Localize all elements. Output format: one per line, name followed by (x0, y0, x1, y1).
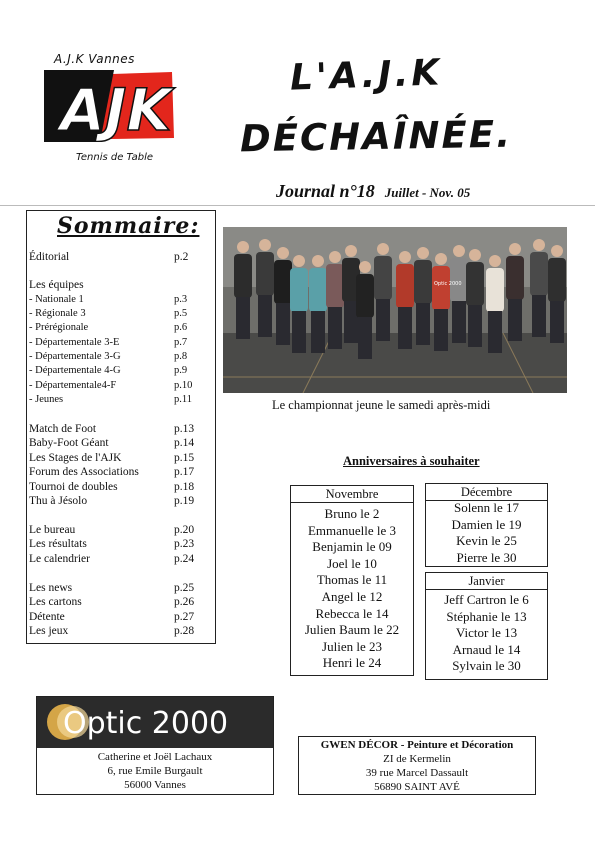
toc-label: - Départementale 4-G (29, 365, 121, 376)
person-legs (434, 309, 448, 351)
toc-page-number: p.10 (174, 380, 193, 391)
birthday-entry: Damien le 19 (451, 516, 522, 532)
toc-label: - Départementale 3-E (29, 337, 120, 348)
logo-top-text: A.J.K Vannes (54, 52, 135, 66)
person-head (469, 249, 481, 261)
birthdays-title: Anniversaires à souhaiter (343, 454, 480, 468)
logo-letters: AJK (60, 76, 172, 142)
birthday-entry: Rebecca le 14 (315, 605, 389, 621)
person-body (256, 252, 274, 296)
toc-label: Le bureau (29, 524, 76, 536)
toc-label: - Jeunes (29, 394, 64, 405)
toc-label: Les news (29, 582, 73, 594)
toc-label: Les équipes (29, 279, 84, 291)
journal-issue (276, 181, 470, 202)
person-legs (488, 311, 502, 353)
person-body (290, 268, 308, 312)
person-body (506, 256, 524, 300)
toc-label: Baby-Foot Géant (29, 437, 109, 449)
toc-label: Match de Foot (29, 423, 97, 435)
toc-page-number: p.6 (174, 322, 188, 333)
person-head (453, 245, 465, 257)
toc-label: Les Stages de l'AJK (29, 452, 122, 464)
toc-page-number: p.25 (174, 582, 195, 594)
person-legs (258, 295, 272, 337)
team-photo (223, 227, 567, 393)
birthday-entry: Joel le 10 (327, 555, 377, 571)
person-head (489, 255, 501, 267)
person-head (399, 251, 411, 263)
birthday-entry: Pierre le 30 (456, 549, 517, 565)
toc-label: - Nationale 1 (29, 294, 84, 305)
toc-page-number: p.7 (174, 337, 188, 348)
journal-date: Juillet - Nov. 05 (384, 185, 471, 200)
toc-label: Les résultats (29, 538, 87, 550)
toc-page-number: p.24 (174, 553, 195, 565)
toc-page-number: p.20 (174, 524, 195, 536)
person-legs (468, 305, 482, 347)
birthdays-january-box (425, 572, 548, 680)
person-legs (292, 311, 306, 353)
person-legs (452, 301, 466, 343)
person-legs (311, 311, 325, 353)
person-head (417, 247, 429, 259)
toc-label: - Prérégionale (29, 322, 89, 333)
person-body (309, 268, 327, 312)
toc-label: Éditorial (29, 251, 70, 263)
person-head (435, 253, 447, 265)
optic-address (37, 750, 273, 792)
newsletter-title-line2: DÉCHAÎNÉE. (239, 112, 513, 161)
person-body (466, 262, 484, 306)
person-legs (376, 299, 390, 341)
toc-page-number: p.26 (174, 596, 195, 608)
journal-number: Journal n°18 (276, 181, 375, 201)
person-legs (358, 317, 372, 359)
birthdays-december-list (426, 500, 547, 566)
person-head (237, 241, 249, 253)
person-body (396, 264, 414, 308)
toc-page-number: p.15 (174, 452, 195, 464)
person-body (274, 260, 292, 304)
birthday-entry: Stéphanie le 13 (446, 608, 527, 624)
person-head (312, 255, 324, 267)
birthday-entry: Henri le 24 (322, 655, 382, 671)
person-body (486, 268, 504, 312)
birthdays-december-box (425, 483, 548, 567)
toc-label: Tournoi de doubles (29, 481, 118, 493)
address-line: Catherine et Joël Lachaux (97, 751, 213, 763)
toc-label: - Départementale4-F (29, 380, 117, 391)
toc-page-number: p.18 (174, 481, 195, 493)
birthday-entry: Kevin le 25 (456, 533, 517, 549)
toc-page-number: p.11 (174, 394, 192, 405)
toc-label: Détente (29, 611, 65, 623)
optic-2000-logo (37, 697, 273, 748)
toc-page-number: p.13 (174, 423, 195, 435)
gwen-decor-ad (298, 736, 536, 795)
toc-label: Le calendrier (29, 553, 90, 565)
birthday-entry: Benjamin le 09 (312, 539, 392, 555)
gwen-decor-address (299, 752, 535, 794)
team-photo-image (223, 227, 567, 393)
birthday-entry: Thomas le 11 (316, 572, 388, 588)
toc-page-number: p.19 (174, 495, 195, 507)
table-of-contents (26, 210, 216, 644)
person-head (259, 239, 271, 251)
address-line: 56890 SAINT AVÉ (374, 781, 460, 793)
birthday-entry: Julien le 23 (322, 638, 382, 654)
person-legs (532, 295, 546, 337)
toc-label: Les cartons (29, 596, 82, 608)
birthday-entry: Julien Baum le 22 (304, 622, 400, 638)
person-head (551, 245, 563, 257)
person-legs (236, 297, 250, 339)
optic-2000-ad (36, 696, 274, 795)
toc-page-number: p.17 (174, 466, 195, 478)
person-legs (550, 301, 564, 343)
person-legs (416, 303, 430, 345)
person-body (548, 258, 566, 302)
person-legs (328, 307, 342, 349)
person-legs (398, 307, 412, 349)
person-body (450, 258, 468, 302)
person-head (359, 261, 371, 273)
toc-title: Sommaire: (57, 213, 200, 239)
person-body (432, 266, 450, 310)
newsletter-title-line1: L'A.J.K (289, 52, 443, 99)
header-divider (0, 205, 595, 206)
ajk-logo-graphic (44, 70, 178, 142)
person-body (414, 260, 432, 304)
birthdays-january-list (426, 592, 547, 675)
toc-label: Les jeux (29, 625, 69, 637)
club-logo (36, 48, 184, 176)
toc-page-number: p.14 (174, 437, 195, 449)
toc-page-number: p.23 (174, 538, 195, 550)
person-head (533, 239, 545, 251)
person-head (277, 247, 289, 259)
birthday-entry: Bruno le 2 (324, 506, 380, 521)
birthdays-november-list (291, 506, 413, 672)
shirt-logo-text: Optic 2000 (434, 281, 462, 287)
birthday-entry: Emmanuelle le 3 (307, 522, 397, 538)
person-body (374, 256, 392, 300)
birthday-entry: Jeff Cartron le 6 (444, 592, 529, 607)
birthday-entry: Solenn le 17 (454, 500, 519, 515)
toc-label: - Départementale 3-G (29, 351, 121, 362)
birthday-entry: Angel le 12 (321, 588, 383, 604)
toc-page-number: p.27 (174, 611, 195, 623)
birthday-entry: Arnaud le 14 (452, 641, 521, 657)
logo-bottom-text: Tennis de Table (76, 152, 154, 163)
toc-label: Thu à Jésolo (29, 495, 88, 507)
photo-caption: Le championnat jeune le samedi après-midi (272, 398, 491, 412)
person-legs (508, 299, 522, 341)
month-title-january: Janvier (426, 573, 547, 590)
person-body (530, 252, 548, 296)
address-line: ZI de Kermelin (383, 753, 451, 765)
optic-brand-text: Optic 2000 (63, 706, 229, 741)
toc-page-number: p.2 (174, 251, 189, 263)
person-head (293, 255, 305, 267)
toc-page-number: p.28 (174, 625, 195, 637)
toc-page-number: p.8 (174, 351, 188, 362)
gwen-decor-title: GWEN DÉCOR - Peinture et Décoration (320, 739, 514, 751)
person-head (345, 245, 357, 257)
toc-page-number: p.5 (174, 308, 188, 319)
person-body (326, 264, 344, 308)
birthdays-november-box (290, 485, 414, 676)
address-line: 39 rue Marcel Dassault (365, 767, 469, 779)
person-head (329, 251, 341, 263)
address-line: 6, rue Emile Burgault (107, 765, 203, 777)
month-title-december: Décembre (426, 484, 547, 501)
person-head (509, 243, 521, 255)
birthday-entry: Sylvain le 30 (452, 658, 521, 674)
toc-label: Forum des Associations (29, 466, 139, 478)
person-legs (344, 301, 358, 343)
address-line: 56000 Vannes (124, 779, 186, 791)
toc-label: - Régionale 3 (29, 308, 86, 319)
birthday-entry: Victor le 13 (455, 625, 518, 641)
person-legs (276, 303, 290, 345)
toc-page-number: p.3 (174, 294, 188, 305)
person-body (234, 254, 252, 298)
person-body (356, 274, 374, 318)
toc-page-number: p.9 (174, 365, 188, 376)
person-head (377, 243, 389, 255)
month-title-november: Novembre (291, 486, 413, 503)
